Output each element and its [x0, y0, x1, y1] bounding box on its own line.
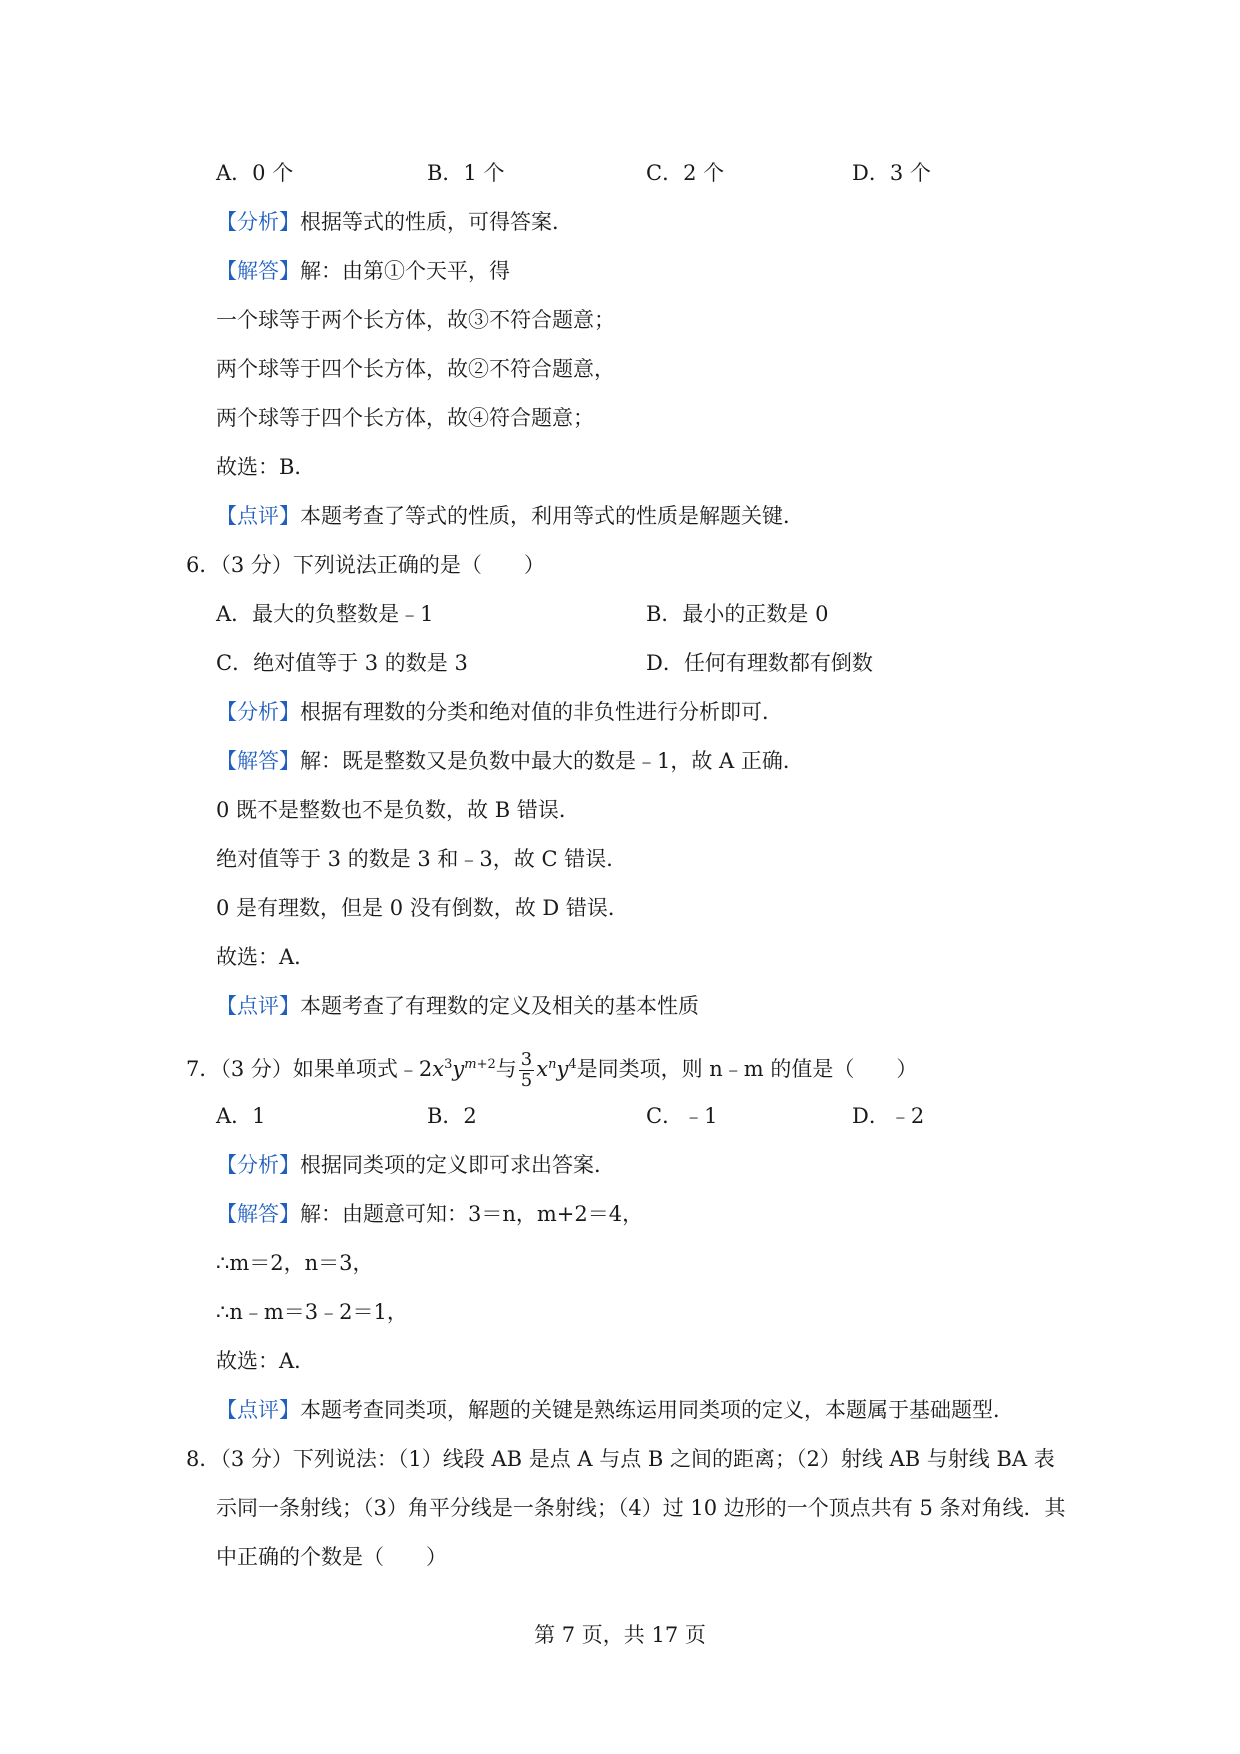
q6-answer-line-5: 故选：A． — [216, 945, 316, 969]
q5-analysis — [216, 207, 573, 237]
q6-answer — [216, 746, 804, 776]
answer-line: 解：由题意可知：3＝n，m+2＝4， — [300, 1202, 644, 1226]
q5-answer — [216, 256, 510, 286]
q6-option-b: B．最小的正数是 0 — [646, 602, 829, 626]
q7-comment — [216, 1395, 1014, 1425]
q7-fraction — [519, 1050, 534, 1091]
comment-text: 本题考查了有理数的定义及相关的基本性质 — [300, 994, 699, 1018]
answer-line: 解：由第①个天平，得 — [300, 259, 510, 283]
q5-comment — [216, 501, 804, 531]
fraction-numerator: 3 — [520, 1049, 533, 1070]
answer-tag: 【解答】 — [216, 1202, 300, 1226]
q7-option-c: C．﹣1 — [646, 1104, 718, 1128]
q8-stem-line-1: 8．（3 分）下列说法：（1）线段 AB 是点 A 与点 B 之间的距离；（2）射线 AB 与射线 BA 表 — [186, 1447, 1055, 1471]
q6-option-c: C．绝对值等于 3 的数是 3 — [216, 651, 468, 675]
q7-analysis — [216, 1150, 615, 1180]
answer-tag: 【解答】 — [216, 259, 300, 283]
q5-option-b: B．1 个 — [427, 161, 505, 185]
analysis-text: 根据同类项的定义即可求出答案． — [300, 1153, 615, 1177]
fraction-denominator: 5 — [520, 1070, 533, 1091]
q8-stem-line-2: 示同一条射线；（3）角平分线是一条射线；（4）过 10 边形的一个顶点共有 5 条对角线．其 — [216, 1496, 1066, 1520]
q8-stem-line-3: 中正确的个数是（ ） — [216, 1545, 447, 1569]
q7-stem: 7．（3 分）如果单项式$﹣2x^3y^{m+2}$与 $\frac{3}{5}$ $x^ny^4$是同类项，则 n﹣m 的值是（ ） — [186, 1049, 918, 1091]
page-footer: 第 7 页，共 17 页 — [534, 1623, 706, 1647]
q7-option-a: A．1 — [216, 1104, 266, 1128]
comment-tag: 【点评】 — [216, 504, 300, 528]
q5-option-c: C．2 个 — [646, 161, 725, 185]
answer-tag: 【解答】 — [216, 749, 300, 773]
q5-answer-line-3: 两个球等于四个长方体，故②不符合题意， — [216, 357, 615, 381]
q6-answer-line-3: 绝对值等于 3 的数是 3 和﹣3，故 C 错误． — [216, 847, 628, 871]
q6-comment — [216, 991, 699, 1021]
q6-stem: 6．（3 分）下列说法正确的是（ ） — [186, 553, 545, 577]
q6-option-d: D．任何有理数都有倒数 — [646, 651, 873, 675]
q7-option-d: D．﹣2 — [852, 1104, 925, 1128]
answer-line: 解：既是整数又是负数中最大的数是﹣1，故 A 正确． — [300, 749, 804, 773]
q6-answer-line-4: 0 是有理数，但是 0 没有倒数，故 D 错误． — [216, 896, 629, 920]
q7-answer-line-2: ∴m＝2，n＝3， — [216, 1251, 374, 1275]
q7-answer-line-3: ∴n﹣m＝3﹣2＝1， — [216, 1300, 408, 1324]
analysis-tag: 【分析】 — [216, 210, 300, 234]
analysis-text: 根据有理数的分类和绝对值的非负性进行分析即可． — [300, 700, 783, 724]
comment-text: 本题考查同类项，解题的关键是熟练运用同类项的定义，本题属于基础题型． — [300, 1398, 1014, 1422]
q7-option-b: B．2 — [427, 1104, 477, 1128]
q5-answer-line-2: 一个球等于两个长方体，故③不符合题意； — [216, 308, 615, 332]
comment-text: 本题考查了等式的性质，利用等式的性质是解题关键． — [300, 504, 804, 528]
analysis-tag: 【分析】 — [216, 700, 300, 724]
q6-answer-line-2: 0 既不是整数也不是负数，故 B 错误． — [216, 798, 580, 822]
q5-option-a: A．0 个 — [216, 161, 294, 185]
q5-option-d: D．3 个 — [852, 161, 931, 185]
analysis-tag: 【分析】 — [216, 1153, 300, 1177]
q5-answer-line-4: 两个球等于四个长方体，故④符合题意； — [216, 406, 594, 430]
comment-tag: 【点评】 — [216, 1398, 300, 1422]
q6-option-a: A．最大的负整数是﹣1 — [216, 602, 434, 626]
analysis-text: 根据等式的性质，可得答案． — [300, 210, 573, 234]
q7-stem-mid: 与 — [495, 1057, 517, 1081]
q7-answer-line-4: 故选：A． — [216, 1349, 316, 1373]
q5-answer-line-5: 故选：B． — [216, 455, 316, 479]
q7-answer — [216, 1199, 643, 1229]
q6-analysis — [216, 697, 783, 727]
q7-stem-prefix: 7．（3 分）如果单项式﹣2 — [186, 1057, 433, 1081]
comment-tag: 【点评】 — [216, 994, 300, 1018]
q7-stem-suffix: 是同类项，则 n﹣m 的值是（ ） — [576, 1057, 918, 1081]
